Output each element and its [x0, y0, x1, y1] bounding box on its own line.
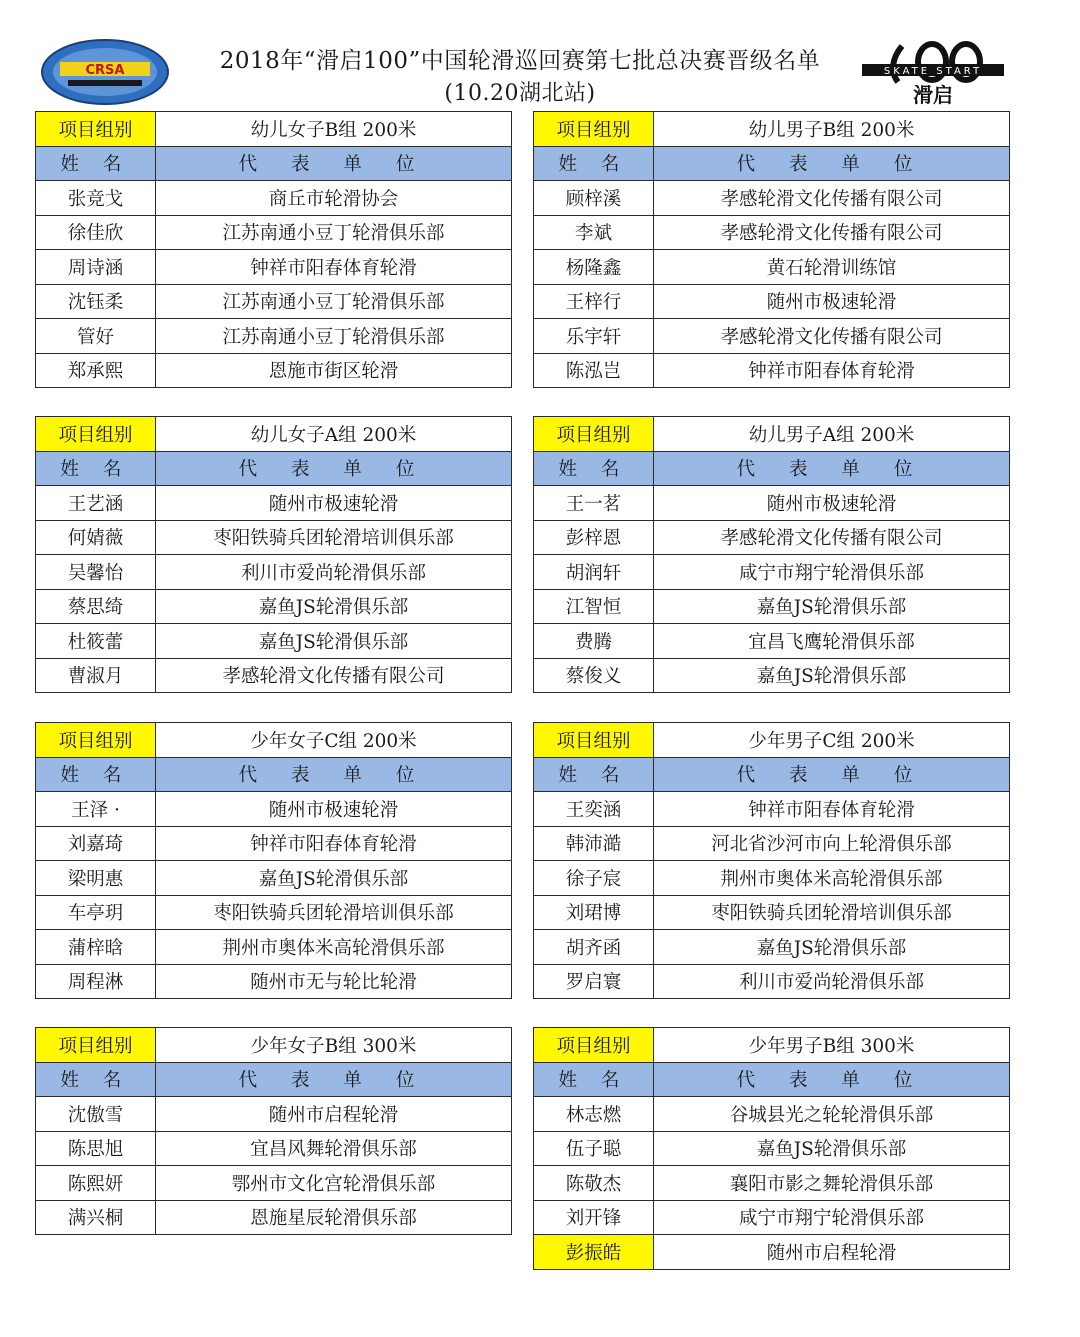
athlete-unit: 江苏南通小豆丁轮滑俱乐部 [156, 215, 512, 250]
table-row [534, 1200, 1010, 1235]
athlete-name: 王奕涵 [534, 792, 654, 827]
athlete-unit: 随州市无与轮比轮滑 [156, 964, 512, 999]
table-row [36, 895, 512, 930]
table-row [534, 589, 1010, 624]
table-row [36, 658, 512, 693]
athlete-name: 胡润轩 [534, 555, 654, 590]
column-header-name: 姓 名 [534, 451, 654, 486]
athlete-name: 胡齐函 [534, 930, 654, 965]
table-row [36, 284, 512, 319]
event-title: 少年女子B组 300米 [156, 1028, 512, 1063]
table-row [534, 181, 1010, 216]
table-row [534, 658, 1010, 693]
column-header-name: 姓 名 [36, 146, 156, 181]
column-header-name: 姓 名 [36, 1062, 156, 1097]
event-label: 项目组别 [36, 417, 156, 452]
table-row [36, 1166, 512, 1201]
athlete-name: 梁明惠 [36, 861, 156, 896]
column-header-unit: 代 表 单 位 [654, 451, 1010, 486]
table-row [534, 1166, 1010, 1201]
athlete-name: 陈泓岂 [534, 353, 654, 388]
column-header-row [36, 1062, 512, 1097]
table-row [534, 930, 1010, 965]
skate-start-logo [862, 38, 1004, 108]
table-row [534, 1097, 1010, 1132]
event-title: 少年女子C组 200米 [156, 723, 512, 758]
results-table [35, 111, 512, 388]
table-row [36, 1131, 512, 1166]
event-label: 项目组别 [534, 112, 654, 147]
column-header-name: 姓 名 [534, 757, 654, 792]
athlete-name: 韩沛澔 [534, 826, 654, 861]
table-row [36, 1097, 512, 1132]
table-row [36, 520, 512, 555]
crsa-logo-text: CRSA [85, 63, 125, 78]
athlete-unit: 钟祥市阳春体育轮滑 [654, 353, 1010, 388]
athlete-name: 彭梓恩 [534, 520, 654, 555]
athlete-name: 乐宇轩 [534, 319, 654, 354]
athlete-name: 刘珺博 [534, 895, 654, 930]
athlete-unit: 咸宁市翔宁轮滑俱乐部 [654, 555, 1010, 590]
athlete-unit: 黄石轮滑训练馆 [654, 250, 1010, 285]
table-row [36, 555, 512, 590]
athlete-name: 徐子宸 [534, 861, 654, 896]
athlete-name: 满兴桐 [36, 1200, 156, 1235]
athlete-name: 徐佳欣 [36, 215, 156, 250]
athlete-unit: 随州市极速轮滑 [654, 486, 1010, 521]
event-label: 项目组别 [36, 723, 156, 758]
table-row [534, 1131, 1010, 1166]
athlete-unit: 嘉鱼JS轮滑俱乐部 [654, 1131, 1010, 1166]
column-header-row [36, 757, 512, 792]
event-row [534, 112, 1010, 147]
column-header-name: 姓 名 [36, 757, 156, 792]
athlete-name: 车亭玥 [36, 895, 156, 930]
event-row [36, 417, 512, 452]
table-row [534, 250, 1010, 285]
results-table [35, 416, 512, 693]
column-header-unit: 代 表 单 位 [654, 146, 1010, 181]
table-row [36, 861, 512, 896]
table-row [534, 861, 1010, 896]
athlete-unit: 咸宁市翔宁轮滑俱乐部 [654, 1200, 1010, 1235]
table-row [534, 284, 1010, 319]
event-label: 项目组别 [36, 1028, 156, 1063]
athlete-unit: 嘉鱼JS轮滑俱乐部 [156, 589, 512, 624]
athlete-unit: 孝感轮滑文化传播有限公司 [654, 319, 1010, 354]
event-row [534, 1028, 1010, 1063]
athlete-unit: 恩施星辰轮滑俱乐部 [156, 1200, 512, 1235]
skate-start-logo-text: SKATE START [883, 66, 983, 77]
athlete-name: 陈敬杰 [534, 1166, 654, 1201]
table-row [534, 895, 1010, 930]
athlete-name: 彭振皓 [534, 1235, 654, 1270]
athlete-unit: 嘉鱼JS轮滑俱乐部 [654, 930, 1010, 965]
event-label: 项目组别 [534, 723, 654, 758]
event-title: 少年男子C组 200米 [654, 723, 1010, 758]
table-row [36, 826, 512, 861]
athlete-name: 费腾 [534, 624, 654, 659]
athlete-unit: 随州市启程轮滑 [654, 1235, 1010, 1270]
athlete-name: 王泽 · [36, 792, 156, 827]
event-label: 项目组别 [534, 1028, 654, 1063]
table-row [36, 589, 512, 624]
athlete-unit: 随州市极速轮滑 [156, 792, 512, 827]
athlete-name: 周诗涵 [36, 250, 156, 285]
column-header-name: 姓 名 [534, 1062, 654, 1097]
athlete-unit: 谷城县光之轮轮滑俱乐部 [654, 1097, 1010, 1132]
table-row [36, 353, 512, 388]
event-label: 项目组别 [36, 112, 156, 147]
athlete-name: 刘开锋 [534, 1200, 654, 1235]
table-row [36, 181, 512, 216]
skate-start-logo-cn: 滑启 [913, 83, 953, 107]
column-header-name: 姓 名 [534, 146, 654, 181]
table-row [534, 964, 1010, 999]
table-row [36, 250, 512, 285]
athlete-name: 沈傲雪 [36, 1097, 156, 1132]
column-header-row [36, 146, 512, 181]
athlete-unit: 宜昌飞鹰轮滑俱乐部 [654, 624, 1010, 659]
athlete-unit: 利川市爱尚轮滑俱乐部 [156, 555, 512, 590]
results-table [533, 722, 1010, 999]
results-table [533, 1027, 1010, 1270]
athlete-unit: 利川市爱尚轮滑俱乐部 [654, 964, 1010, 999]
athlete-name: 曹淑月 [36, 658, 156, 693]
table-row [534, 624, 1010, 659]
athlete-unit: 江苏南通小豆丁轮滑俱乐部 [156, 284, 512, 319]
column-header-unit: 代 表 单 位 [654, 1062, 1010, 1097]
table-row [534, 215, 1010, 250]
column-header-unit: 代 表 单 位 [654, 757, 1010, 792]
table-row [534, 353, 1010, 388]
athlete-name: 林志燃 [534, 1097, 654, 1132]
column-header-unit: 代 表 单 位 [156, 451, 512, 486]
event-label: 项目组别 [534, 417, 654, 452]
athlete-name: 伍子聪 [534, 1131, 654, 1166]
event-row [534, 723, 1010, 758]
athlete-name: 王一茗 [534, 486, 654, 521]
results-table [533, 416, 1010, 693]
athlete-unit: 嘉鱼JS轮滑俱乐部 [156, 861, 512, 896]
column-header-row [534, 757, 1010, 792]
table-row [534, 792, 1010, 827]
athlete-name: 沈钰柔 [36, 284, 156, 319]
athlete-name: 陈思旭 [36, 1131, 156, 1166]
table-row [534, 826, 1010, 861]
athlete-name: 杜筱蕾 [36, 624, 156, 659]
athlete-name: 李斌 [534, 215, 654, 250]
event-title: 幼儿男子A组 200米 [654, 417, 1010, 452]
event-title: 幼儿女子B组 200米 [156, 112, 512, 147]
table-row [534, 520, 1010, 555]
results-table [35, 722, 512, 999]
athlete-unit: 鄂州市文化宫轮滑俱乐部 [156, 1166, 512, 1201]
athlete-unit: 随州市极速轮滑 [156, 486, 512, 521]
page-subtitle: (10.20湖北站) [444, 81, 596, 106]
column-header-unit: 代 表 单 位 [156, 146, 512, 181]
athlete-unit: 商丘市轮滑协会 [156, 181, 512, 216]
table-row [36, 215, 512, 250]
athlete-name: 蒲梓晗 [36, 930, 156, 965]
athlete-name: 刘嘉琦 [36, 826, 156, 861]
athlete-name: 顾梓溪 [534, 181, 654, 216]
athlete-unit: 嘉鱼JS轮滑俱乐部 [654, 658, 1010, 693]
athlete-unit: 随州市启程轮滑 [156, 1097, 512, 1132]
athlete-unit: 孝感轮滑文化传播有限公司 [156, 658, 512, 693]
athlete-name: 郑承熙 [36, 353, 156, 388]
table-row [36, 486, 512, 521]
column-header-unit: 代 表 单 位 [156, 757, 512, 792]
column-header-row [534, 146, 1010, 181]
athlete-name: 王梓行 [534, 284, 654, 319]
athlete-unit: 江苏南通小豆丁轮滑俱乐部 [156, 319, 512, 354]
athlete-unit: 枣阳铁骑兵团轮滑培训俱乐部 [156, 895, 512, 930]
athlete-name: 蔡思绮 [36, 589, 156, 624]
athlete-unit: 荆州市奥体米高轮滑俱乐部 [654, 861, 1010, 896]
column-header-row [534, 1062, 1010, 1097]
athlete-unit: 枣阳铁骑兵团轮滑培训俱乐部 [156, 520, 512, 555]
table-row [534, 555, 1010, 590]
athlete-name: 张竞戈 [36, 181, 156, 216]
column-header-row [534, 451, 1010, 486]
athlete-name: 吴馨怡 [36, 555, 156, 590]
table-row [36, 1200, 512, 1235]
event-row [36, 1028, 512, 1063]
table-row [534, 319, 1010, 354]
event-title: 幼儿女子A组 200米 [156, 417, 512, 452]
athlete-unit: 荆州市奥体米高轮滑俱乐部 [156, 930, 512, 965]
athlete-name: 何婧薇 [36, 520, 156, 555]
athlete-name: 江智恒 [534, 589, 654, 624]
athlete-name: 王艺涵 [36, 486, 156, 521]
athlete-unit: 枣阳铁骑兵团轮滑培训俱乐部 [654, 895, 1010, 930]
results-table [533, 111, 1010, 388]
athlete-name: 杨隆鑫 [534, 250, 654, 285]
athlete-name: 陈熙妍 [36, 1166, 156, 1201]
athlete-unit: 河北省沙河市向上轮滑俱乐部 [654, 826, 1010, 861]
table-row [36, 319, 512, 354]
athlete-unit: 钟祥市阳春体育轮滑 [654, 792, 1010, 827]
table-row [36, 930, 512, 965]
athlete-unit: 孝感轮滑文化传播有限公司 [654, 181, 1010, 216]
page-title: 2018年“滑启100”中国轮滑巡回赛第七批总决赛晋级名单 [219, 48, 821, 74]
table-row [534, 486, 1010, 521]
column-header-row [36, 451, 512, 486]
page-header [0, 0, 1080, 110]
athlete-name: 蔡俊义 [534, 658, 654, 693]
athlete-unit: 孝感轮滑文化传播有限公司 [654, 215, 1010, 250]
athlete-name: 周程淋 [36, 964, 156, 999]
event-title: 少年男子B组 300米 [654, 1028, 1010, 1063]
athlete-unit: 嘉鱼JS轮滑俱乐部 [156, 624, 512, 659]
athlete-name: 管好 [36, 319, 156, 354]
event-row [36, 112, 512, 147]
results-table [35, 1027, 512, 1235]
table-row [36, 624, 512, 659]
athlete-unit: 宜昌风舞轮滑俱乐部 [156, 1131, 512, 1166]
athlete-unit: 钟祥市阳春体育轮滑 [156, 250, 512, 285]
athlete-unit: 恩施市街区轮滑 [156, 353, 512, 388]
athlete-unit: 孝感轮滑文化传播有限公司 [654, 520, 1010, 555]
event-row [534, 417, 1010, 452]
athlete-unit: 襄阳市影之舞轮滑俱乐部 [654, 1166, 1010, 1201]
column-header-unit: 代 表 单 位 [156, 1062, 512, 1097]
column-header-name: 姓 名 [36, 451, 156, 486]
table-row [534, 1235, 1010, 1270]
event-title: 幼儿男子B组 200米 [654, 112, 1010, 147]
table-row [36, 964, 512, 999]
athlete-unit: 嘉鱼JS轮滑俱乐部 [654, 589, 1010, 624]
event-row [36, 723, 512, 758]
athlete-name: 罗启寰 [534, 964, 654, 999]
athlete-unit: 钟祥市阳春体育轮滑 [156, 826, 512, 861]
athlete-unit: 随州市极速轮滑 [654, 284, 1010, 319]
table-row [36, 792, 512, 827]
